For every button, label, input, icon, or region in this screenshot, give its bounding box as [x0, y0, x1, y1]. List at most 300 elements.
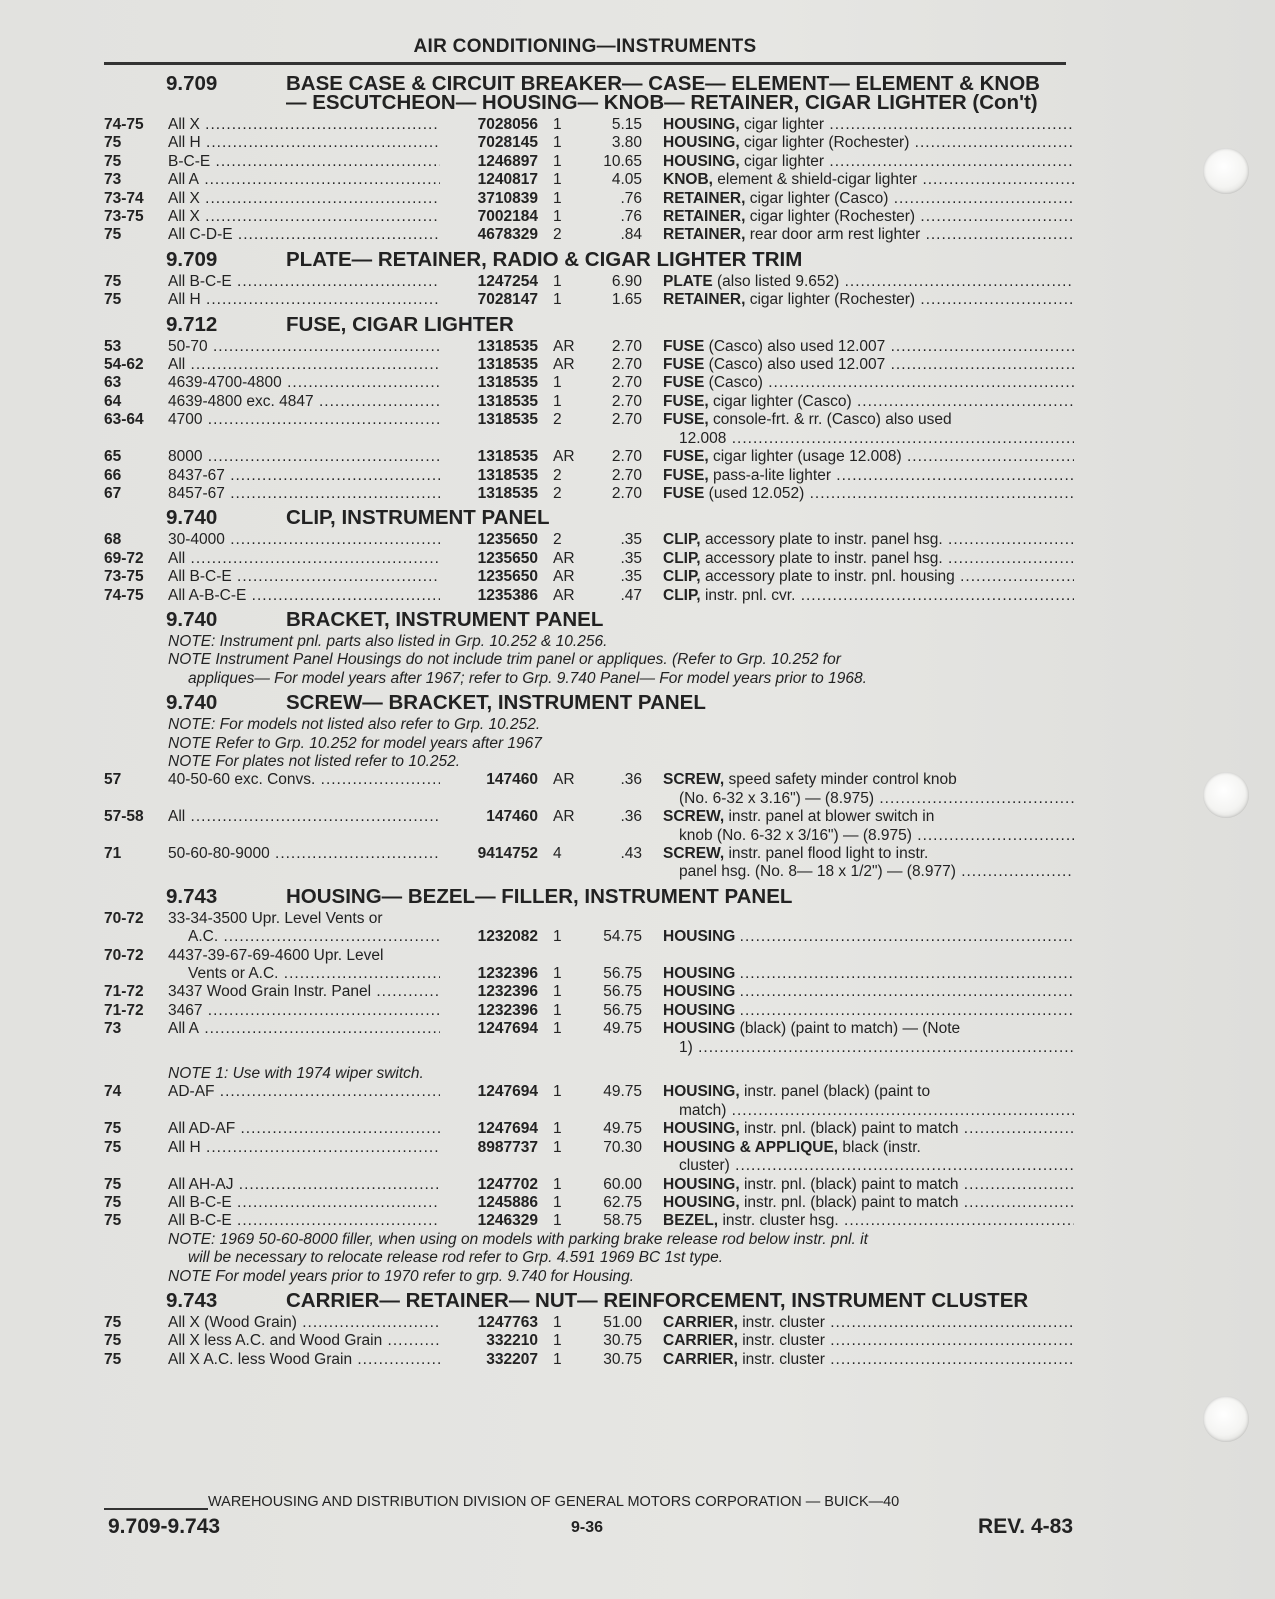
description-part-name: HOUSING — [663, 965, 736, 983]
model-applicability-cont — [168, 928, 440, 946]
section — [104, 508, 1074, 605]
quantity: AR — [553, 771, 575, 789]
description-part-name: HOUSING, — [663, 152, 740, 170]
quantity: AR — [553, 808, 575, 826]
description — [642, 845, 1074, 863]
model-year: 66 — [104, 466, 122, 484]
part-number: 9414752 — [477, 845, 538, 862]
section-title: BRACKET, INSTRUMENT PANEL — [286, 607, 604, 631]
model-year: 75 — [104, 1332, 122, 1350]
section — [104, 607, 1074, 688]
model-applicability — [168, 1351, 440, 1369]
description-detail: element & shield-cigar lighter — [717, 171, 918, 189]
description — [642, 208, 1074, 226]
part-row — [104, 550, 1074, 568]
model-applicability — [168, 171, 440, 189]
model-applicability — [168, 411, 440, 429]
note-text: NOTE: 1969 50-60-8000 filler, when using on models with parking brake release rod below instr. pnl. it — [168, 1230, 868, 1248]
price: 2.70 — [611, 337, 642, 355]
quantity: 1 — [553, 928, 562, 946]
footer-division-line — [104, 1494, 1066, 1510]
section — [104, 884, 1074, 1286]
price: .35 — [620, 531, 642, 549]
description — [642, 1002, 1074, 1020]
section-number: 9.740 — [166, 506, 218, 530]
model-applicability — [168, 153, 440, 171]
model-applicability — [168, 1194, 440, 1212]
part-row — [104, 485, 1074, 503]
model-text: All A — [168, 171, 200, 189]
part-number: 1235650 — [477, 531, 538, 549]
model-text: 40-50-60 exc. Convs. — [168, 771, 316, 789]
description-part-name: CARRIER, — [663, 1313, 738, 1331]
model-text: All H — [168, 1138, 201, 1156]
model-text: All X — [168, 208, 200, 226]
part-number: 147460 — [486, 808, 538, 826]
section-heading — [104, 1288, 1074, 1312]
model-year: 73 — [104, 1020, 122, 1038]
price: 30.75 — [603, 1350, 642, 1368]
quantity: 1 — [553, 1020, 562, 1038]
quantity: 1 — [553, 374, 562, 392]
description-cont-text: 1) — [679, 1038, 693, 1056]
description-part-name: FUSE, — [663, 466, 709, 484]
section — [104, 247, 1074, 310]
description — [642, 983, 1074, 1001]
part-number: 1318535 — [477, 392, 538, 410]
part-number: 1247254 — [477, 272, 538, 290]
part-row — [104, 153, 1074, 171]
model-year: 74-75 — [104, 116, 144, 133]
part-row-continuation — [104, 1102, 1074, 1120]
description-detail: cigar lighter (Rochester) — [743, 134, 910, 152]
description — [642, 273, 1074, 291]
section-heading — [104, 312, 1074, 336]
description — [642, 965, 1074, 983]
section — [104, 1288, 1074, 1369]
part-row-continuation — [104, 1157, 1074, 1175]
quantity: 4 — [553, 845, 562, 862]
description — [642, 1120, 1074, 1138]
part-row-continuation — [104, 1039, 1074, 1057]
part-number: 1318535 — [477, 356, 538, 374]
section-title: SCREW— BRACKET, INSTRUMENT PANEL — [286, 691, 706, 715]
quantity: 1 — [553, 1313, 562, 1331]
description-part-name: CARRIER, — [663, 1350, 738, 1368]
description — [642, 171, 1074, 189]
description-part-name: HOUSING — [663, 1020, 736, 1038]
model-year: 71-72 — [104, 1001, 144, 1019]
description-cont — [642, 790, 1074, 808]
price: 56.75 — [603, 1001, 642, 1019]
part-row — [104, 1351, 1074, 1369]
price: 10.65 — [603, 152, 642, 170]
price: 56.75 — [603, 965, 642, 983]
description-detail: instr. pnl. (black) paint to match — [743, 1120, 959, 1138]
part-row-continuation — [104, 790, 1074, 808]
price: 5.15 — [611, 116, 642, 133]
description — [642, 1332, 1074, 1350]
section-heading — [104, 247, 1074, 271]
part-number: 1318535 — [477, 448, 538, 466]
description-part-name: FUSE, — [663, 411, 709, 429]
section-heading — [104, 607, 1074, 631]
section-heading — [104, 74, 1074, 112]
description — [642, 1139, 1074, 1157]
model-applicability — [168, 531, 440, 549]
note — [104, 1231, 1074, 1249]
quantity: 1 — [553, 983, 562, 1001]
description — [642, 356, 1074, 374]
section-title: CARRIER— RETAINER— NUT— REINFORCEMENT, INSTRUMENT CLUSTER — [286, 1288, 1029, 1312]
description-detail: (used 12.052) — [708, 484, 805, 502]
description — [642, 393, 1074, 411]
model-applicability — [168, 587, 440, 605]
model-applicability — [168, 190, 440, 208]
part-row — [104, 338, 1074, 356]
part-number: 1247694 — [477, 1083, 538, 1101]
model-text: B-C-E — [168, 152, 211, 170]
price: 49.75 — [603, 1120, 642, 1138]
description-detail: accessory plate to instr. panel hsg. — [704, 531, 943, 549]
model-year: 73 — [104, 171, 122, 189]
note — [104, 735, 1074, 753]
model-text: All AH-AJ — [168, 1175, 234, 1193]
description — [642, 928, 1074, 946]
model-applicability — [168, 947, 440, 965]
section-number: 9.743 — [166, 1288, 218, 1312]
description — [642, 531, 1074, 549]
part-number: 1247702 — [477, 1175, 538, 1193]
quantity: AR — [553, 337, 575, 355]
description-part-name: HOUSING, — [663, 116, 740, 133]
description — [642, 485, 1074, 503]
note-text: NOTE: For models not listed also refer to Grp. 10.252. — [168, 716, 541, 734]
section-number: 9.740 — [166, 607, 218, 631]
description-cont — [642, 827, 1074, 845]
part-row — [104, 1120, 1074, 1138]
quantity: AR — [553, 568, 575, 586]
part-number: 1232082 — [477, 928, 538, 946]
part-row — [104, 393, 1074, 411]
part-row — [104, 226, 1074, 244]
description — [642, 153, 1074, 171]
description — [642, 1083, 1074, 1101]
part-row — [104, 947, 1074, 965]
description-part-name: HOUSING, — [663, 1083, 740, 1101]
model-applicability — [168, 550, 440, 568]
price: .36 — [620, 771, 642, 789]
quantity: 1 — [553, 272, 562, 290]
description — [642, 190, 1074, 208]
part-row — [104, 1314, 1074, 1332]
model-applicability — [168, 1212, 440, 1230]
section-number: 9.709 — [166, 72, 218, 95]
note — [104, 716, 1074, 734]
model-text: All H — [168, 134, 201, 152]
description-part-name: FUSE — [663, 356, 705, 374]
part-row — [104, 134, 1074, 152]
model-year: 73-75 — [104, 208, 144, 226]
section-title: BASE CASE & CIRCUIT BREAKER— CASE— ELEMENT— ELEMENT & KNOB— ESCUTCHEON— HOUSING— KNOB— RETAINER, CIGAR LIGHTER (Con't) — [286, 72, 1040, 114]
model-text: 8457-67 — [168, 484, 225, 502]
section-number: 9.740 — [166, 691, 218, 715]
model-applicability — [168, 448, 440, 466]
part-row — [104, 1020, 1074, 1038]
section-title: HOUSING— BEZEL— FILLER, INSTRUMENT PANEL — [286, 884, 793, 908]
price: 2.70 — [611, 484, 642, 502]
quantity: 2 — [553, 484, 562, 502]
description — [642, 338, 1074, 356]
description-detail: (black) (paint to match) — (Note — [739, 1020, 961, 1038]
description-detail: console-frt. & rr. (Casco) also used — [712, 411, 952, 429]
quantity: 2 — [553, 531, 562, 549]
description-detail: accessory plate to instr. panel hsg. — [704, 549, 943, 567]
model-text: All A — [168, 1020, 200, 1038]
note — [104, 1065, 1074, 1083]
model-text: A.C. — [188, 928, 219, 946]
part-row — [104, 1194, 1074, 1212]
model-year: 57 — [104, 771, 122, 789]
price: 49.75 — [603, 1020, 642, 1038]
model-text: All — [168, 356, 186, 374]
description-cont-text: match) — [679, 1101, 727, 1119]
section-number: 9.709 — [166, 247, 218, 271]
model-year: 74 — [104, 1083, 122, 1101]
part-row — [104, 845, 1074, 863]
model-text: 50-60-80-9000 — [168, 845, 270, 862]
part-row-continuation — [104, 863, 1074, 881]
description — [642, 587, 1074, 605]
quantity: 2 — [553, 226, 562, 244]
model-year: 70-72 — [104, 909, 144, 927]
model-text: All — [168, 549, 186, 567]
quantity: 1 — [553, 291, 562, 309]
description-part-name: PLATE — [663, 272, 713, 290]
model-text: All X — [168, 189, 200, 207]
part-number: 1246329 — [477, 1212, 538, 1230]
part-row — [104, 965, 1074, 983]
price: 6.90 — [611, 272, 642, 290]
price: .47 — [620, 586, 642, 604]
model-year: 73-74 — [104, 189, 144, 207]
model-text: All X A.C. less Wood Grain — [168, 1350, 353, 1368]
model-text: All X — [168, 116, 200, 133]
description-cont-text: 12.008 — [679, 429, 727, 447]
description-part-name: RETAINER, — [663, 226, 746, 244]
description-detail: (Casco) — [708, 374, 763, 392]
description-detail: speed safety minder control knob — [728, 771, 957, 789]
description-detail: instr. cluster — [742, 1313, 825, 1331]
model-year: 73-75 — [104, 568, 144, 586]
description — [642, 411, 1074, 429]
price: 60.00 — [603, 1175, 642, 1193]
note-text: NOTE For plates not listed refer to 10.252. — [168, 752, 461, 770]
model-applicability — [168, 1314, 440, 1332]
section — [104, 693, 1074, 882]
model-text: All B-C-E — [168, 568, 232, 586]
part-row — [104, 983, 1074, 1001]
punch-hole-bottom — [1203, 1396, 1249, 1442]
description-part-name: HOUSING & APPLIQUE, — [663, 1138, 839, 1156]
description-part-name: HOUSING — [663, 1001, 736, 1019]
model-applicability — [168, 356, 440, 374]
footer-page-number: 9-36 — [571, 1519, 604, 1536]
section-heading — [104, 884, 1074, 908]
model-year: 69-72 — [104, 549, 144, 567]
description — [642, 226, 1074, 244]
description-detail: instr. panel (black) (paint to — [743, 1083, 931, 1101]
description — [642, 1194, 1074, 1212]
price: 30.75 — [603, 1332, 642, 1350]
price: 54.75 — [603, 928, 642, 946]
description — [642, 771, 1074, 789]
description-part-name: HOUSING, — [663, 134, 740, 152]
quantity: 1 — [553, 134, 562, 152]
note — [104, 753, 1074, 771]
part-row — [104, 1083, 1074, 1101]
description — [642, 1314, 1074, 1332]
footer-division: WAREHOUSING AND DISTRIBUTION DIVISION OF GENERAL MOTORS CORPORATION — BUICK—40 — [208, 1494, 900, 1510]
description-cont — [642, 1039, 1074, 1057]
model-text: All H — [168, 291, 201, 309]
price: .35 — [620, 549, 642, 567]
part-row — [104, 356, 1074, 374]
description-detail: (Casco) also used 12.007 — [708, 337, 886, 355]
model-year: 75 — [104, 1175, 122, 1193]
quantity: 1 — [553, 1212, 562, 1230]
note-text: NOTE For model years prior to 1970 refer to grp. 9.740 for Housing. — [168, 1267, 635, 1285]
part-number: 1235650 — [477, 568, 538, 586]
description-detail: cigar lighter (Casco) — [712, 392, 852, 410]
model-text: All B-C-E — [168, 1193, 232, 1211]
punch-hole-middle — [1203, 772, 1249, 818]
price: 49.75 — [603, 1083, 642, 1101]
quantity: 1 — [553, 208, 562, 226]
part-row — [104, 1212, 1074, 1230]
quantity: 1 — [553, 965, 562, 983]
model-applicability — [168, 1120, 440, 1138]
description-detail: cigar lighter — [743, 116, 825, 133]
description-cont-text: knob (No. 6-32 x 3/16") — (8.975) — [679, 826, 912, 844]
part-number: 1247763 — [477, 1313, 538, 1331]
section-number: 9.743 — [166, 884, 218, 908]
description-detail: cigar lighter (Rochester) — [749, 208, 916, 226]
part-row — [104, 771, 1074, 789]
note — [104, 670, 1074, 688]
part-row — [104, 291, 1074, 309]
quantity: 1 — [553, 189, 562, 207]
part-number: 8987737 — [477, 1138, 538, 1156]
header-rule — [104, 62, 1066, 65]
part-number: 7028147 — [477, 291, 538, 309]
part-row — [104, 1139, 1074, 1157]
model-text: AD-AF — [168, 1083, 215, 1101]
note — [104, 633, 1074, 651]
note-text: NOTE Instrument Panel Housings do not include trim panel or appliques. (Refer to Grp. 10.252 for — [168, 651, 841, 669]
price: 2.70 — [611, 392, 642, 410]
description-detail: instr. pnl. (black) paint to match — [743, 1193, 959, 1211]
price: 2.70 — [611, 374, 642, 392]
model-applicability — [168, 1002, 440, 1020]
model-year: 75 — [104, 226, 122, 244]
description — [642, 291, 1074, 309]
note-text: will be necessary to relocate release rod refer to Grp. 4.591 1969 BC 1st type. — [188, 1249, 724, 1267]
quantity: 2 — [553, 466, 562, 484]
description-detail: cigar lighter — [743, 152, 825, 170]
model-year: 74-75 — [104, 586, 144, 604]
part-number: 1318535 — [477, 374, 538, 392]
part-row — [104, 928, 1074, 946]
description-detail: instr. cluster hsg. — [722, 1212, 839, 1230]
note — [104, 1249, 1074, 1267]
price: 58.75 — [603, 1212, 642, 1230]
model-text: 50-70 — [168, 337, 208, 355]
model-text: All B-C-E — [168, 272, 232, 290]
description-part-name: FUSE, — [663, 392, 709, 410]
part-number: 3710839 — [477, 189, 538, 207]
quantity: 1 — [553, 1138, 562, 1156]
model-year: 63-64 — [104, 411, 144, 429]
description-detail: instr. panel flood light to instr. — [728, 845, 929, 862]
footer — [108, 1515, 1073, 1539]
note-text: NOTE 1: Use with 1974 wiper switch. — [168, 1065, 424, 1083]
quantity: AR — [553, 448, 575, 466]
note — [104, 651, 1074, 669]
price: 2.70 — [611, 466, 642, 484]
part-row — [104, 808, 1074, 826]
description-cont-text: panel hsg. (No. 8— 18 x 1/2") — (8.977) — [679, 863, 956, 881]
price: 70.30 — [603, 1138, 642, 1156]
price: 56.75 — [603, 983, 642, 1001]
description-part-name: KNOB, — [663, 171, 713, 189]
section-heading — [104, 691, 1074, 715]
description-part-name: HOUSING, — [663, 1120, 740, 1138]
model-text: 33-34-3500 Upr. Level Vents or — [168, 909, 383, 927]
model-text: 4437-39-67-69-4600 Upr. Level — [168, 946, 384, 964]
part-row — [104, 531, 1074, 549]
model-year: 75 — [104, 1193, 122, 1211]
part-row — [104, 587, 1074, 605]
model-year: 75 — [104, 152, 122, 170]
model-applicability — [168, 845, 440, 863]
price: 2.70 — [611, 411, 642, 429]
model-text: Vents or A.C. — [188, 965, 279, 983]
part-number: 1247694 — [477, 1120, 538, 1138]
description-cont — [642, 863, 1074, 881]
description-cont — [642, 1157, 1074, 1175]
price: .36 — [620, 808, 642, 826]
description-part-name: RETAINER, — [663, 291, 746, 309]
description-detail: instr. pnl. (black) paint to match — [743, 1175, 959, 1193]
quantity: AR — [553, 549, 575, 567]
part-number: 1247694 — [477, 1020, 538, 1038]
part-number: 332210 — [486, 1332, 538, 1350]
model-text: All X (Wood Grain) — [168, 1313, 297, 1331]
model-year: 53 — [104, 337, 122, 355]
description-part-name: FUSE — [663, 337, 705, 355]
description-part-name: SCREW, — [663, 845, 725, 862]
part-row — [104, 116, 1074, 134]
model-applicability — [168, 983, 440, 1001]
description-cont — [642, 1102, 1074, 1120]
description-detail: cigar lighter (usage 12.008) — [712, 448, 902, 466]
model-text: 8437-67 — [168, 466, 225, 484]
model-applicability — [168, 134, 440, 152]
model-year: 71-72 — [104, 983, 144, 1001]
part-row — [104, 273, 1074, 291]
part-row — [104, 411, 1074, 429]
